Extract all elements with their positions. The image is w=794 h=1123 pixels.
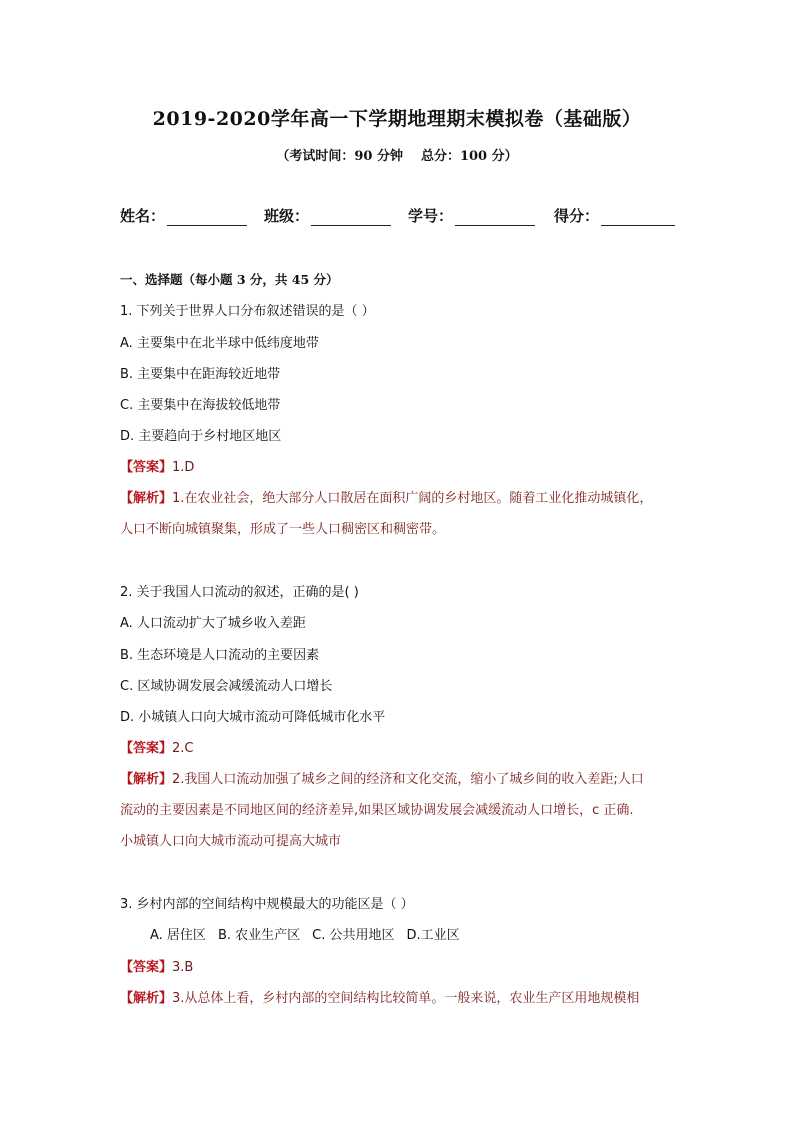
question-1-explanation-line-2: 人口不断向城镇聚集，形成了一些人口稠密区和稠密带。: [120, 522, 446, 537]
question-1-option-a: A. 主要集中在北半球中低纬度地带: [120, 336, 319, 351]
question-2-option-a: A. 人口流动扩大了城乡收入差距: [120, 616, 306, 631]
student-info-row: [120, 205, 676, 227]
question-1-stem: 1. 下列关于世界人口分布叙述错误的是（ ）: [120, 304, 375, 319]
answer-tag: 【答案】: [120, 960, 173, 975]
question-1-option-c: C. 主要集中在海拔较低地带: [120, 398, 281, 413]
question-3-option-b: B. 农业生产区: [217, 928, 301, 943]
explanation-text: 1.在农业社会，绝大部分人口散居在面积广阔的乡村地区。随着工业化推动城镇化，: [172, 491, 653, 506]
question-3-explanation-line-1: [120, 987, 680, 1006]
name-blank[interactable]: [167, 209, 247, 226]
question-1-explanation-line-1: [120, 487, 680, 506]
exam-subtitle: [0, 145, 794, 164]
name-label: 姓名：: [120, 207, 166, 225]
page-title: 2019-2020学年高一下学期地理期末模拟卷（基础版）: [152, 108, 642, 130]
answer-tag: 【答案】: [120, 460, 173, 475]
explanation-text: 3.从总体上看，乡村内部的空间结构比较简单。一般来说，农业生产区用地规模相: [172, 991, 640, 1006]
question-3-stem: 3. 乡村内部的空间结构中规模最大的功能区是（ ）: [120, 897, 414, 912]
score-blank[interactable]: [601, 209, 675, 226]
question-3-answer: [120, 956, 680, 975]
question-1-option-b: B. 主要集中在距海较近地带: [120, 367, 281, 382]
question-2-explanation-line-2: 流动的主要因素是不同地区间的经济差异,如果区域协调发展会减缓流动人口增长，c 正确.: [120, 803, 634, 818]
exam-total-score: 总分：100 分）: [420, 149, 518, 164]
question-3-option-a: A. 居住区: [150, 928, 206, 943]
explanation-tag: 【解析】: [120, 491, 173, 506]
question-2-answer: [120, 737, 680, 756]
question-2-explanation-line-1: [120, 768, 680, 787]
answer-value: 3.B: [172, 960, 194, 975]
student-id-field[interactable]: [408, 205, 535, 226]
question-3-option-c: C. 公共用地区: [312, 928, 395, 943]
question-1-answer: [120, 456, 680, 475]
explanation-tag: 【解析】: [120, 991, 173, 1006]
score-label: 得分：: [554, 207, 600, 225]
class-label: 班级：: [264, 207, 310, 225]
question-3-options: [120, 924, 710, 943]
section-title: 一、选择题（每小题 3 分，共 45 分）: [120, 272, 339, 287]
question-1-option-d: D. 主要趋向于乡村地区地区: [120, 429, 282, 444]
name-field[interactable]: [120, 205, 247, 226]
question-2-option-d: D. 小城镇人口向大城市流动可降低城市化水平: [120, 710, 386, 725]
class-blank[interactable]: [311, 209, 391, 226]
score-field[interactable]: [554, 205, 675, 226]
question-2-explanation-line-3: 小城镇人口向大城市流动可提高大城市: [120, 834, 342, 849]
question-3-option-d: D.工业区: [406, 928, 460, 943]
explanation-text: 2.我国人口流动加强了城乡之间的经济和文化交流，缩小了城乡间的收入差距;人口: [172, 772, 644, 787]
answer-value: 2.C: [172, 741, 194, 756]
student-id-blank[interactable]: [455, 209, 535, 226]
exam-time: （考试时间：90 分钟: [276, 149, 403, 164]
question-2-option-b: B. 生态环境是人口流动的主要因素: [120, 648, 320, 663]
explanation-tag: 【解析】: [120, 772, 173, 787]
class-field[interactable]: [264, 205, 391, 226]
question-2-option-c: C. 区域协调发展会减缓流动人口增长: [120, 679, 333, 694]
student-id-label: 学号：: [408, 207, 454, 225]
answer-value: 1.D: [172, 460, 195, 475]
answer-tag: 【答案】: [120, 741, 173, 756]
question-2-stem: 2. 关于我国人口流动的叙述，正确的是( ): [120, 585, 359, 600]
